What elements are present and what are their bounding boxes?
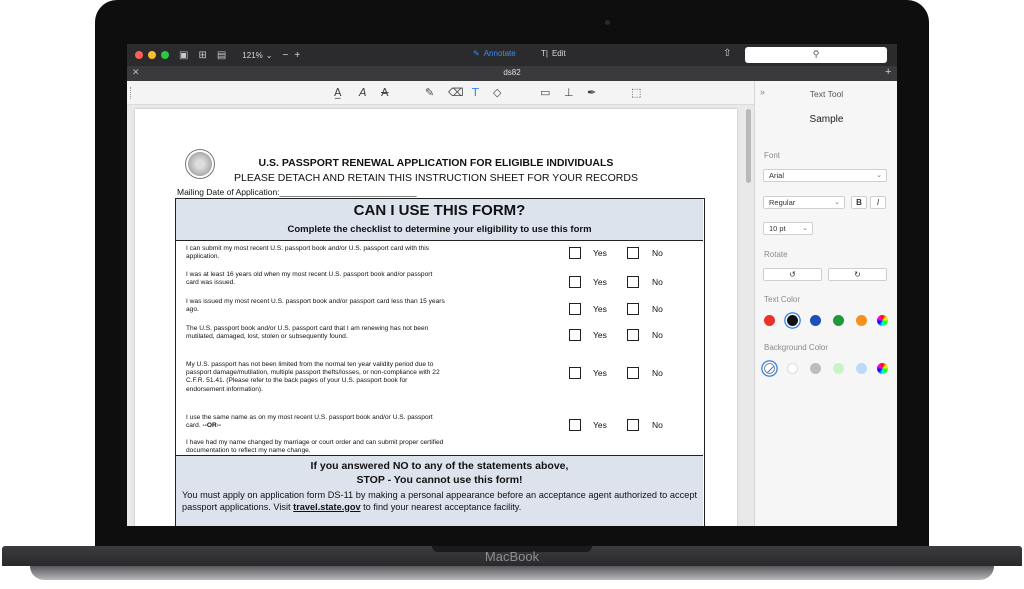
document-workspace xyxy=(127,81,754,526)
new-tab-button[interactable]: + xyxy=(885,66,892,78)
rotate-cw-icon: ↻ xyxy=(854,270,861,279)
font-style-value: Regular xyxy=(769,198,796,207)
travel-state-gov-link[interactable]: travel.state.gov xyxy=(293,501,361,512)
title-bar xyxy=(127,44,897,66)
sidebar-toggle-icon[interactable]: ▣ xyxy=(179,49,189,61)
yes-checkbox[interactable] xyxy=(569,329,581,341)
camera-dot xyxy=(605,20,610,25)
no-label: No xyxy=(652,368,663,378)
tab-ds82[interactable]: ds82 xyxy=(503,68,521,77)
signature-pen-icon[interactable]: ✒ xyxy=(587,86,597,99)
font-sample: Sample xyxy=(809,114,844,125)
tab-bar xyxy=(127,66,897,81)
yes-label: Yes xyxy=(593,420,607,430)
rotate-left-button[interactable] xyxy=(763,268,822,281)
font-family-value: Arial xyxy=(769,171,785,180)
zoom-out-button[interactable]: − xyxy=(282,49,289,61)
annotate-label: Annotate xyxy=(483,49,516,58)
annotate-mode-button[interactable] xyxy=(473,49,516,58)
no-checkbox[interactable] xyxy=(627,419,639,431)
no-label: No xyxy=(652,330,663,340)
italic-button[interactable]: I xyxy=(870,196,886,209)
no-label: No xyxy=(652,248,663,258)
form-header xyxy=(176,199,703,241)
yes-checkbox[interactable] xyxy=(569,276,581,288)
checklist-statement: I was issued my most recent U.S. passport book and/or passport card less than 15 years ago. xyxy=(186,298,445,314)
color-wheel-icon[interactable] xyxy=(877,315,888,326)
bg-color-gray[interactable] xyxy=(810,363,821,374)
checklist-statement: I can submit my most recent U.S. passport book and/or U.S. passport card with this application. xyxy=(186,245,429,261)
yes-checkbox[interactable] xyxy=(569,247,581,259)
no-label: No xyxy=(652,277,663,287)
rotate-label: Rotate xyxy=(764,250,788,259)
no-label: No xyxy=(652,304,663,314)
text-tool-panel xyxy=(754,81,897,526)
or-separator: --OR-- xyxy=(202,422,222,430)
highlight-text-icon[interactable]: A̲ xyxy=(334,86,342,99)
toolbar-grip xyxy=(130,87,132,99)
no-checkbox[interactable] xyxy=(627,303,639,315)
laptop-base xyxy=(0,546,1024,589)
font-style-select[interactable] xyxy=(763,196,845,209)
chevron-down-icon: ⌄ xyxy=(802,225,808,232)
laptop-bottom xyxy=(30,566,994,580)
share-icon[interactable]: ⇧ xyxy=(723,48,732,59)
collapse-panel-icon[interactable]: » xyxy=(760,87,766,97)
yes-label: Yes xyxy=(593,277,607,287)
font-label: Font xyxy=(764,151,781,160)
yes-label: Yes xyxy=(593,368,607,378)
edit-label: Edit xyxy=(551,49,566,58)
chevron-down-icon: ⌄ xyxy=(834,199,840,206)
form-subheading: Complete the checklist to determine your eligibility to use this form xyxy=(287,224,592,235)
stop-body-end: to find your nearest acceptance facility. xyxy=(360,501,522,512)
document-title: U.S. PASSPORT RENEWAL APPLICATION FOR ELIGIBLE INDIVIDUALS xyxy=(258,157,614,169)
text-color-green[interactable] xyxy=(833,315,844,326)
text-color-blue[interactable] xyxy=(810,315,821,326)
checklist-statement: I was at least 16 years old when my most recent U.S. passport book and/or passport card was issued. xyxy=(186,271,433,287)
checklist-statement: The U.S. passport book and/or U.S. passport card that I am renewing has not been mutilated, damaged, lost, stolen or subsequently found. xyxy=(186,325,429,341)
stop-body-start: You must apply on application form DS-11 by making a personal appearance before an acceptance agent authorized to accept passport applications. Visit xyxy=(182,490,697,512)
stamp-icon[interactable]: ⊥ xyxy=(564,86,574,99)
annotation-toolbar xyxy=(127,81,754,105)
bg-color-light-green[interactable] xyxy=(833,363,844,374)
pencil-icon[interactable]: ✎ xyxy=(425,86,435,99)
no-checkbox[interactable] xyxy=(627,276,639,288)
text-cursor-icon: T| xyxy=(541,49,548,58)
document-subtitle: PLEASE DETACH AND RETAIN THIS INSTRUCTION SHEET FOR YOUR RECORDS xyxy=(234,172,638,184)
no-label: No xyxy=(652,420,663,430)
font-size-value: 10 pt xyxy=(769,224,786,233)
zoom-window-button[interactable] xyxy=(161,51,169,59)
text-color-orange[interactable] xyxy=(856,315,867,326)
selection-icon[interactable]: ⬚ xyxy=(631,86,642,99)
rotate-right-button[interactable] xyxy=(828,268,887,281)
close-tab-icon[interactable]: ✕ xyxy=(132,67,140,77)
comment-icon[interactable]: ▭ xyxy=(540,86,551,99)
form-heading: CAN I USE THIS FORM? xyxy=(353,202,526,219)
text-color-label: Text Color xyxy=(764,295,801,304)
no-checkbox[interactable] xyxy=(627,329,639,341)
edit-mode-button[interactable] xyxy=(541,49,566,58)
stop-instructions xyxy=(182,490,697,513)
checklist-statement xyxy=(186,414,446,455)
checklist-statement: My U.S. passport has not been limited from the normal ten year validity period due to passport damage/mutilation, multiple passport thefts/losses, or non-compliance with 22 C.F.R. 51.41. (Please refer to the back pages of your U.S. passport book for endorsement information). xyxy=(186,361,440,393)
statement-part1: I use the same name as on my most recent U.S. passport book and/or U.S. passport card. xyxy=(186,414,433,430)
eligibility-form xyxy=(175,198,705,526)
yes-label: Yes xyxy=(593,304,607,314)
yes-label: Yes xyxy=(593,248,607,258)
font-size-select[interactable] xyxy=(763,222,813,235)
stop-notice xyxy=(176,455,703,526)
no-checkbox[interactable] xyxy=(627,367,639,379)
eraser-icon[interactable]: ⌫ xyxy=(448,86,464,99)
minimize-window-button[interactable] xyxy=(148,51,156,59)
stop-line-2: STOP - You cannot use this form! xyxy=(356,474,523,486)
yes-checkbox[interactable] xyxy=(569,419,581,431)
chevron-down-icon: ⌄ xyxy=(876,172,882,179)
grid-view-icon[interactable]: ⊞ xyxy=(198,49,207,61)
underline-text-icon[interactable]: A xyxy=(359,86,367,99)
no-checkbox[interactable] xyxy=(627,247,639,259)
close-window-button[interactable] xyxy=(135,51,143,59)
zoom-dropdown-icon[interactable]: ⌄ xyxy=(265,50,273,60)
pen-icon: ✎ xyxy=(473,49,480,58)
pdf-page[interactable] xyxy=(135,109,737,526)
search-input[interactable] xyxy=(745,47,887,63)
yes-label: Yes xyxy=(593,330,607,340)
no-fill-icon[interactable] xyxy=(764,363,775,374)
font-family-select[interactable] xyxy=(763,169,887,182)
bg-color-white[interactable] xyxy=(787,363,798,374)
text-color-red[interactable] xyxy=(764,315,775,326)
panel-title: Text Tool xyxy=(809,89,844,99)
color-wheel-icon[interactable] xyxy=(877,363,888,374)
yes-checkbox[interactable] xyxy=(569,303,581,315)
rotate-ccw-icon: ↺ xyxy=(789,270,796,279)
vertical-scrollbar[interactable] xyxy=(746,109,751,183)
background-color-label: Background Color xyxy=(764,343,829,352)
bold-button[interactable]: B xyxy=(851,196,867,209)
statement-part2: I have had my name changed by marriage or court order and can submit proper certified documentation to reflect my name change. xyxy=(186,438,444,454)
window-controls xyxy=(135,51,169,59)
bg-color-light-blue[interactable] xyxy=(856,363,867,374)
laptop-brand: MacBook xyxy=(484,549,540,564)
stop-line-1: If you answered NO to any of the statements above, xyxy=(310,460,569,472)
yes-checkbox[interactable] xyxy=(569,367,581,379)
zoom-level[interactable]: 121% xyxy=(242,50,263,60)
shapes-icon[interactable]: ◇ xyxy=(493,86,502,99)
zoom-in-button[interactable]: + xyxy=(294,49,301,61)
pdf-viewport[interactable] xyxy=(127,105,754,526)
mailing-date-label: Mailing Date of Application:_____________________________ xyxy=(177,187,417,197)
text-tool-icon[interactable]: T xyxy=(472,86,479,99)
search-icon: ⚲ xyxy=(812,50,820,60)
strikethrough-text-icon[interactable]: A xyxy=(381,86,389,99)
page-view-icon[interactable]: ▤ xyxy=(216,49,227,61)
app-window xyxy=(127,44,897,526)
text-color-black[interactable] xyxy=(787,315,798,326)
